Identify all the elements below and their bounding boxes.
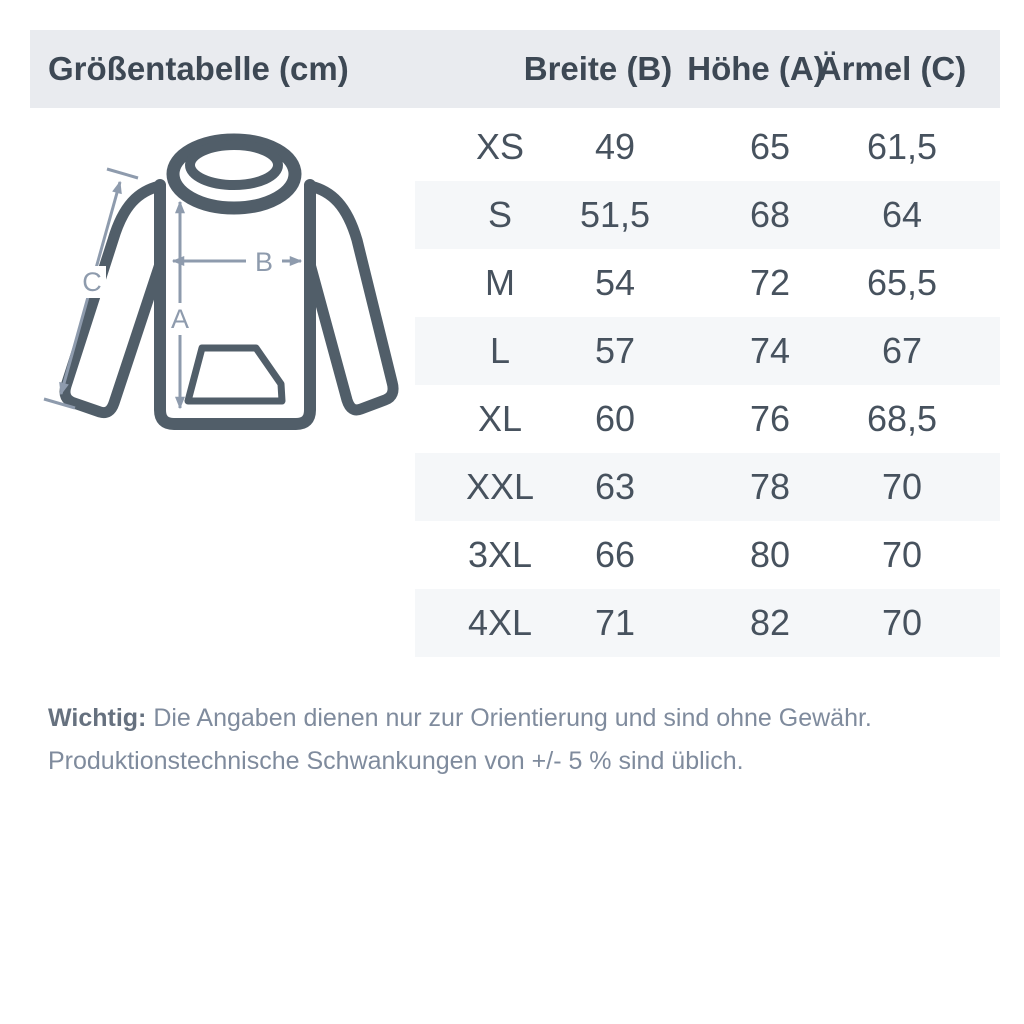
hoehe-value: 80: [749, 534, 791, 575]
breite-value: 49: [594, 126, 636, 167]
breite-value: 71: [594, 602, 636, 643]
breite-value: 51,5: [579, 194, 651, 235]
table-row-l: [415, 317, 1000, 385]
aermel-value: 70: [881, 534, 923, 575]
table-row-m: [415, 249, 1000, 317]
column-header-hoehe: Höhe (A): [687, 50, 825, 87]
dimension-label-c: C: [82, 267, 102, 297]
aermel-value: 61,5: [866, 126, 938, 167]
size-label: M: [485, 262, 515, 303]
disclaimer-note-lead: Wichtig:: [48, 704, 147, 732]
breite-value: 66: [594, 534, 636, 575]
size-label: S: [487, 194, 513, 235]
column-header-aermel: Ärmel (C): [817, 50, 967, 87]
table-row-xxl: [415, 453, 1000, 521]
column-header-breite: Breite (B): [523, 50, 673, 87]
aermel-value: 65,5: [866, 262, 938, 303]
dimension-tick-c-top: [107, 169, 138, 178]
aermel-value: 68,5: [866, 398, 938, 439]
table-row-xs: [415, 113, 1000, 181]
hoehe-value: 78: [749, 466, 791, 507]
hoehe-value: 74: [749, 330, 791, 371]
hoehe-value: 76: [749, 398, 791, 439]
aermel-value: 70: [881, 466, 923, 507]
size-label: 4XL: [467, 602, 533, 643]
table-row-s: [415, 181, 1000, 249]
size-label: L: [489, 330, 511, 371]
hoodie-right-sleeve: [310, 186, 393, 410]
hoodie-hood-inner: [190, 145, 278, 185]
table-row-xl: [415, 385, 1000, 453]
breite-value: 54: [594, 262, 636, 303]
hoehe-value: 68: [749, 194, 791, 235]
aermel-value: 70: [881, 602, 923, 643]
page-title: Größentabelle (cm): [48, 50, 349, 87]
header-band: [30, 30, 1000, 108]
disclaimer-note-line2: Produktionstechnische Schwankungen von +/- 5 % sind üblich.: [48, 747, 744, 775]
disclaimer-note-line1: Die Angaben dienen nur zur Orientierung und sind ohne Gewähr.: [146, 704, 872, 732]
disclaimer-note: [48, 697, 958, 783]
size-label: XS: [475, 126, 525, 167]
breite-value: 63: [594, 466, 636, 507]
table-row-3xl: [415, 521, 1000, 589]
dimension-label-b: B: [254, 247, 274, 277]
hoehe-value: 72: [749, 262, 791, 303]
size-label: XXL: [465, 466, 535, 507]
hoodie-diagram: [30, 115, 430, 465]
aermel-value: 64: [881, 194, 923, 235]
dimension-label-a: A: [170, 304, 190, 334]
hoehe-value: 82: [749, 602, 791, 643]
hoodie-left-sleeve: [65, 186, 160, 413]
aermel-value: 67: [881, 330, 923, 371]
size-label: XL: [477, 398, 523, 439]
table-row-4xl: [415, 589, 1000, 657]
hoehe-value: 65: [749, 126, 791, 167]
size-label: 3XL: [467, 534, 533, 575]
size-table: [415, 113, 1000, 657]
breite-value: 60: [594, 398, 636, 439]
breite-value: 57: [594, 330, 636, 371]
